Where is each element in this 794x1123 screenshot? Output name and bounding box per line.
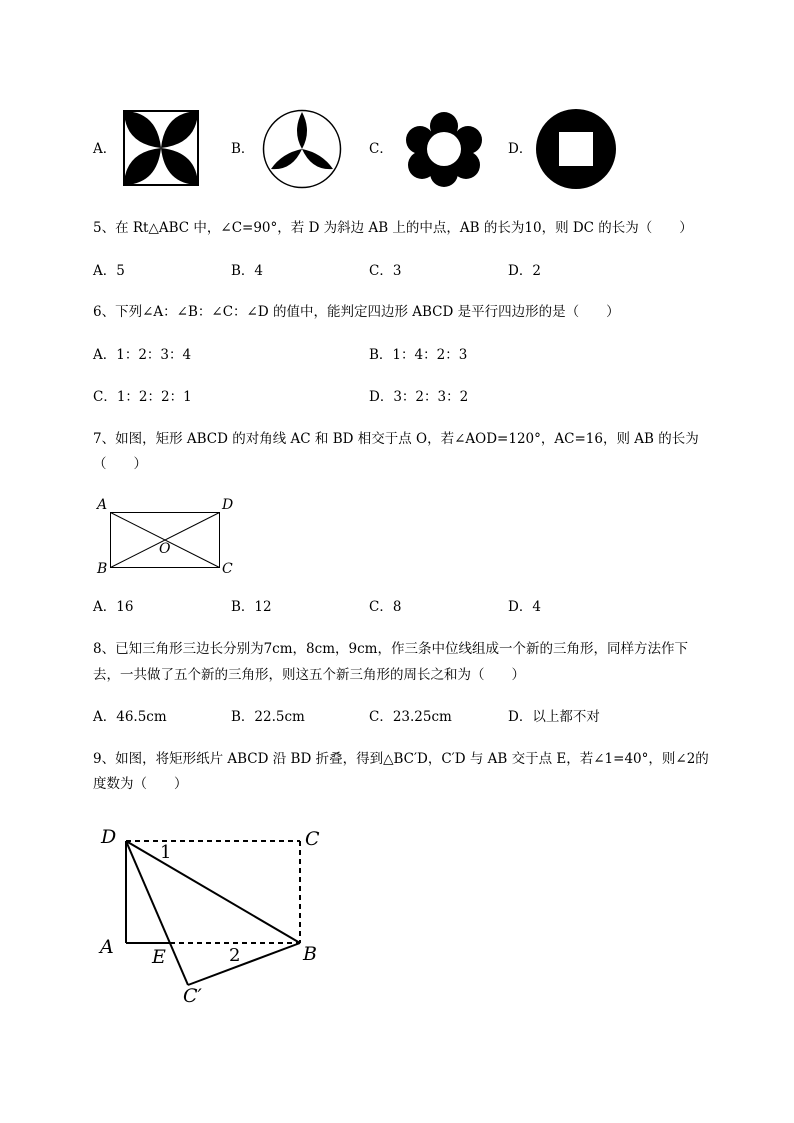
- folded-rectangle-diagram: [120, 835, 310, 995]
- q9-label-d: D: [101, 826, 117, 848]
- q5-option-c: C．3: [369, 263, 402, 279]
- rectangle-diagonals-diagram: [110, 512, 220, 568]
- q8-option-b: B．22.5cm: [231, 709, 305, 725]
- q6-option-c: C．1：2：2：1: [93, 389, 192, 405]
- q9-angle-1-label: 1: [160, 842, 172, 863]
- q5-option-b: B．4: [231, 263, 264, 279]
- q8-option-a: A．46.5cm: [93, 709, 167, 725]
- q7-option-d: D．4: [508, 599, 541, 615]
- q9-label-c: C: [305, 828, 320, 850]
- q5-stem: 5、在 Rt△ABC 中，∠C=90°，若 D 为斜边 AB 上的中点，AB 的长为10，则 DC 的长为（ ）: [93, 220, 693, 236]
- q4-option-c-label: C．: [369, 141, 393, 157]
- q7-stem-line1: 7、如图，矩形 ABCD 的对角线 AC 和 BD 相交于点 O，若∠AOD=120°，AC=16，则 AB 的长为: [93, 431, 699, 447]
- q4-option-d-label: D．: [508, 141, 533, 157]
- q9-label-a: A: [100, 936, 114, 958]
- q8-stem-line2: 去，一共做了五个新的三角形，则这五个新三角形的周长之和为（ ）: [93, 667, 525, 683]
- q7-label-b: B: [97, 561, 108, 577]
- square-hole-coin-icon: [535, 108, 617, 190]
- q7-label-c: C: [222, 561, 233, 577]
- q9-stem-line2: 度数为（ ）: [93, 776, 188, 792]
- q7-option-a: A．16: [93, 599, 134, 615]
- q9-stem-line1: 9、如图，将矩形纸片 ABCD 沿 BD 折叠，得到△BC′D，C′D 与 AB 交于点 E，若∠1=40°，则∠2的: [93, 751, 709, 767]
- q4-option-a-label: A．: [93, 141, 117, 157]
- q6-option-b: B．1：4：2：3: [369, 347, 468, 363]
- q5-option-a: A．5: [93, 263, 125, 279]
- q6-option-a: A．1：2：3：4: [93, 347, 192, 363]
- four-petal-square-icon: [123, 110, 199, 186]
- q7-option-c: C．8: [369, 599, 402, 615]
- q9-label-b: B: [303, 943, 317, 965]
- q4-option-b-label: B．: [231, 141, 255, 157]
- q7-label-a: A: [97, 497, 108, 513]
- q7-option-b: B．12: [231, 599, 272, 615]
- q6-option-d: D．3：2：3：2: [369, 389, 469, 405]
- q9-label-e: E: [152, 946, 166, 968]
- q8-option-c: C．23.25cm: [369, 709, 452, 725]
- q5-option-d: D．2: [508, 263, 541, 279]
- q8-option-d: D．以上都不对: [508, 709, 600, 725]
- q7-label-o: O: [159, 541, 171, 557]
- q7-label-d: D: [222, 497, 234, 513]
- three-blade-circle-icon: [262, 109, 342, 189]
- q9-label-c-prime: C′: [183, 985, 202, 1007]
- q8-stem-line1: 8、已知三角形三边长分别为7cm，8cm，9cm，作三条中位线组成一个新的三角形，同样方法作下: [93, 641, 688, 657]
- flower-ring-icon: [405, 111, 483, 187]
- q7-stem-line2: （ ）: [93, 456, 147, 472]
- q9-angle-2-label: 2: [229, 945, 241, 966]
- q6-stem: 6、下列∠A：∠B：∠C：∠D 的值中，能判定四边形 ABCD 是平行四边形的是（ ）: [93, 304, 620, 320]
